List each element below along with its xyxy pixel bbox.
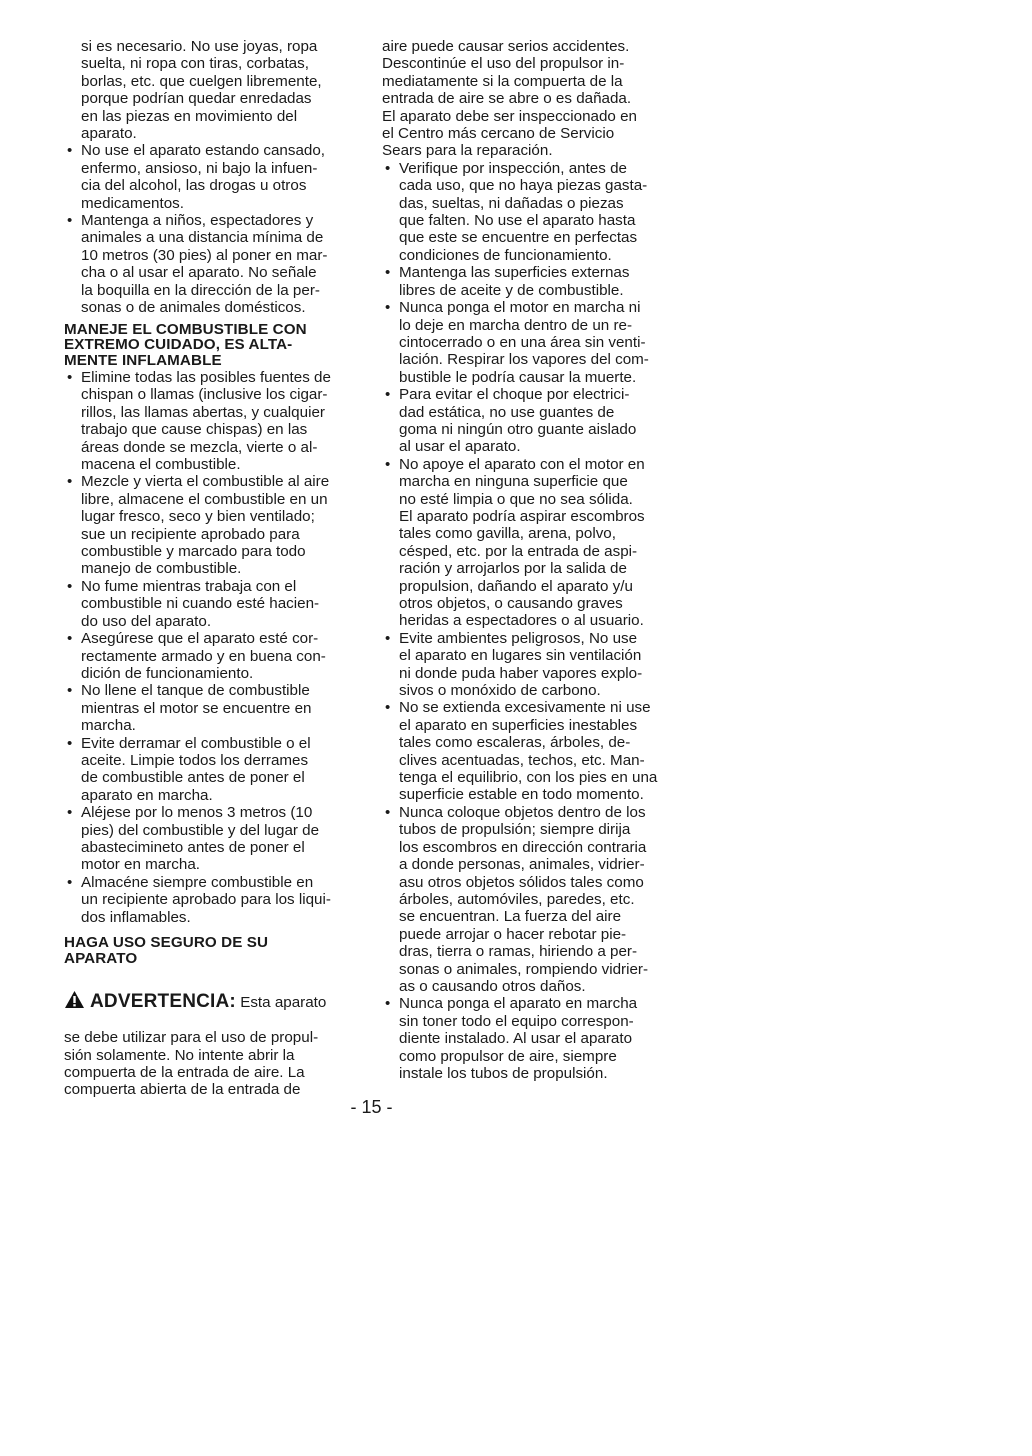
list-item: • Mezcle y vierta el combustible al aire libre, almacene el combustible en un lugar fresco, seco y bien ventilado; sue un recipiente aprobado para combustible y marcado para todo manejo de combustible. <box>64 473 364 577</box>
safe-use-list <box>382 160 682 1083</box>
left-column <box>64 38 364 1116</box>
list-item: • Elimine todas las posibles fuentes de chispan o llamas (inclusive los cigar- rillos, las llamas abertas, y cualquier trabajo que cause chispas) en las áreas donde se mezcla, vierte o al- macena el combustible. <box>64 369 364 473</box>
list-item: • Para evitar el choque por electrici- dad estática, no use guantes de goma ni ningún otro guante aislado al usar el aparato. <box>382 386 682 456</box>
list-item: • Nunca ponga el motor en marcha ni lo deje en marcha dentro de un re- cintocerrado o en una área sin venti- lación. Respirar los vapores del com- bustible le podría causar la muerte. <box>382 299 682 386</box>
fuel-heading: MANEJE EL COMBUSTIBLE CON EXTREMO CUIDADO, ES ALTA- MENTE INFLAMABLE <box>64 320 307 369</box>
warning-block <box>64 973 364 1116</box>
list-item: • Verifique por inspección, antes de cada uso, que no haya piezas gasta- das, sueltas, ni dañadas o piezas que falten. No use el aparato hasta que este se encuentre en perfectas condiciones de funcionamiento. <box>382 160 682 264</box>
list-item: • Evite derramar el combustible o el aceite. Limpie todos los derrames de combustible antes de poner el aparato en marcha. <box>64 735 364 805</box>
list-item: • Aléjese por lo menos 3 metros (10 pies) del combustible y del lugar de abastecimineto antes de poner el motor en marcha. <box>64 804 364 874</box>
list-item: • No apoye el aparato con el motor en marcha en ninguna superficie que no esté limpia o que no sea sólida. El aparato podría aspirar escombros tales como gavilla, arena, polvo, césped, etc. por la entrada de aspi- ración y arrojarlos por la salida de propulsion, dañando el aparato y/u otros objetos, o causando graves heridas a espectadores o al usuario. <box>382 456 682 630</box>
list-item: • No use el aparato estando cansado, enfermo, ansioso, ni bajo la infuen- cia del alcohol, las drogas u otros medicamentos. <box>64 142 364 212</box>
warning-first-line <box>64 990 364 1011</box>
warning-text-start: Esta aparato <box>240 994 327 1012</box>
list-item: • Nunca coloque objetos dentro de los tubos de propulsión; siempre dirija los escombros en dirección contraria a donde personas, animales, vidrier- asu otros objetos sólidos tales como árboles, automóviles, paredes, etc. se encuentran. La fuerza del aire puede arrojar o hacer rebotar pie- dras, tierra o ramas, hiriendo a per- sonas o animales, rompiendo vidrier- as o causando otros daños. <box>382 804 682 995</box>
warning-triangle-icon <box>64 990 85 1009</box>
safe-use-heading: HAGA USO SEGURO DE SU APARATO <box>64 934 269 967</box>
list-item: • No se extienda excesivamente ni use el aparato en superficies inestables tales como escaleras, árboles, de- clives acentuadas, techos, etc. Man- tenga el equilibrio, con los pies en una superficie estable en todo momento. <box>382 699 682 803</box>
list-item: • No llene el tanque de combustible mientras el motor se encuentre en marcha. <box>64 682 364 734</box>
right-column <box>382 38 682 1082</box>
list-item: • Nunca ponga el aparato en marcha sin toner todo el equipo correspon- diente instalado. Al usar el aparato como propulsor de aire, siempre instale los tubos de propulsión. <box>382 995 682 1082</box>
list-item: • Mantenga a niños, espectadores y animales a una distancia mínima de 10 metros (30 pies) al poner en mar- cha o al usar el aparato. No señale la boquilla en la dirección de la per- sonas o de animales domésticos. <box>64 212 364 316</box>
warning-title: ADVERTENCIA: <box>90 991 236 1013</box>
warning-text: se debe utilizar para el uso de propul- sión solamente. No intente abrir la compuerta de la entrada de aire. La compuerta abierta de la entrada de <box>64 1029 319 1099</box>
intro-continuation: si es necesario. No use joyas, ropa suelta, ni ropa con tiras, corbatas, borlas, etc. que cuelgen libremente, porque podrían quedar enredadas en las piezas en movimiento del aparato. <box>81 38 322 143</box>
list-item: • Mantenga las superficies externas libres de aceite y de combustible. <box>382 264 682 299</box>
fuel-safety-list <box>64 369 364 926</box>
list-item: • No fume mientras trabaja con el combustible ni cuando esté hacien- do uso del aparato. <box>64 578 364 630</box>
page-number: - 15 - <box>350 1097 393 1117</box>
warning-continuation: aire puede causar serios accidentes. Descontinúe el uso del propulsor in- mediatamente si la compuerta de la entrada de aire se abre o es dañada. El aparato debe ser inspeccionado en el Centro más cercano de Servicio Sears para la reparación. <box>382 38 637 160</box>
list-item: • Evite ambientes peligrosos, No use el aparato en lugares sin ventilación ni donde puda haber vapores explo- sivos o monóxido de carbono. <box>382 630 682 700</box>
list-item: • Almacéne siempre combustible en un recipiente aprobado para los liqui- dos inflamables. <box>64 874 364 926</box>
list-item: • Asegúrese que el aparato esté cor- rectamente armado y en buena con- dición de funcionamiento. <box>64 630 364 682</box>
personal-safety-list <box>64 142 364 316</box>
